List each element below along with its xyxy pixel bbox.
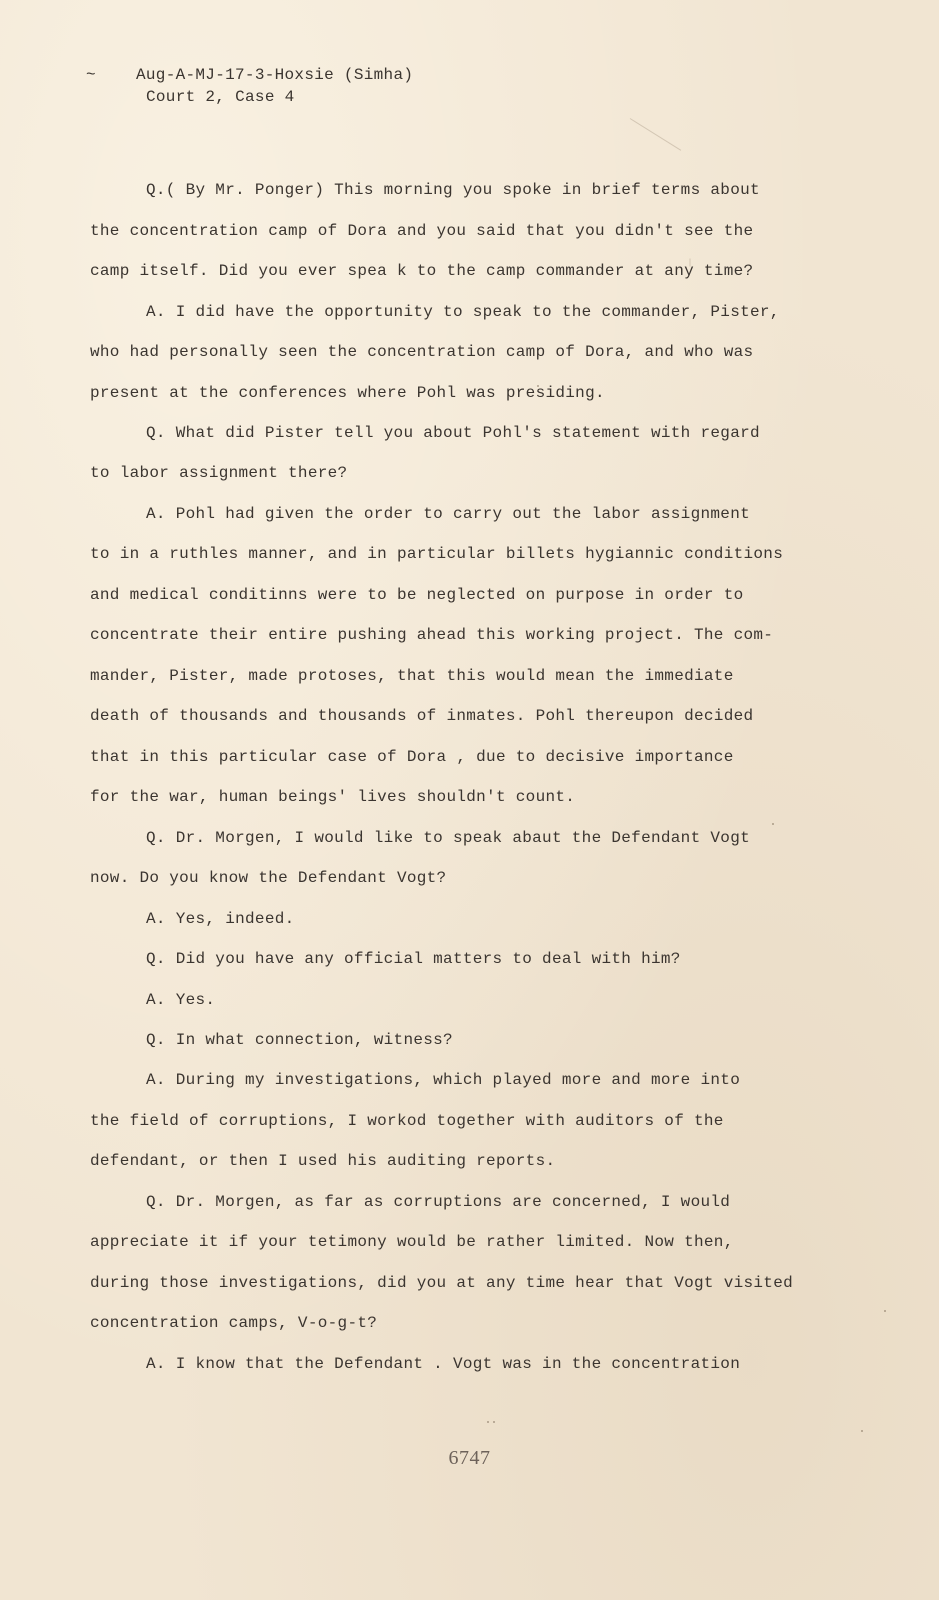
transcript-line: death of thousands and thousands of inmates. Pohl thereupon decided: [90, 707, 754, 725]
transcript-line: to labor assignment there?: [90, 464, 348, 482]
transcript-line: A. Pohl had given the order to carry out the labor assignment: [146, 505, 750, 523]
transcript-line: for the war, human beings' lives shouldn't count.: [90, 788, 576, 806]
transcript-line: defendant, or then I used his auditing reports.: [90, 1152, 556, 1170]
page-number: 6747: [448, 1447, 491, 1469]
transcript-line: present at the conferences where Pohl was presiding.: [90, 384, 605, 402]
paper-speck: [487, 1421, 489, 1423]
transcript-line: during those investigations, did you at any time hear that Vogt visited: [90, 1274, 794, 1292]
transcript-line: and medical conditinns were to be neglected on purpose in order to: [90, 586, 744, 604]
transcript-line: appreciate it if your tetimony would be rather limited. Now then,: [90, 1233, 734, 1251]
transcript-line: Q.( By Mr. Ponger) This morning you spoke in brief terms about: [146, 181, 760, 199]
header-mark: ~: [86, 66, 96, 84]
paper-speck: [884, 1310, 886, 1312]
transcript-line: A. I know that the Defendant . Vogt was in the concentration: [146, 1355, 741, 1373]
transcript-line: Q. In what connection, witness?: [146, 1031, 453, 1049]
transcript-line: now. Do you know the Defendant Vogt?: [90, 869, 447, 887]
header-court-case: Court 2, Case 4: [146, 88, 295, 106]
transcript-line: mander, Pister, made protoses, that this would mean the immediate: [90, 667, 734, 685]
transcript-line: A. Yes, indeed.: [146, 910, 295, 928]
paper-speck: [861, 1430, 863, 1432]
paper-scratch: [690, 259, 691, 267]
transcript-line: that in this particular case of Dora , due to decisive importance: [90, 748, 734, 766]
transcript-line: A. During my investigations, which played more and more into: [146, 1071, 741, 1089]
paper-speck: [772, 823, 774, 825]
header-reference: Aug-A-MJ-17-3-Hoxsie (Simha): [136, 66, 414, 84]
transcript-line: to in a ruthles manner, and in particular billets hygiannic conditions: [90, 545, 784, 563]
transcript-line: concentration camps, V-o-g-t?: [90, 1314, 378, 1332]
transcript-line: Q. Dr. Morgen, I would like to speak abaut the Defendant Vogt: [146, 829, 750, 847]
transcript-line: concentrate their entire pushing ahead this working project. The com-: [90, 626, 774, 644]
transcript-line: A. I did have the opportunity to speak to the commander, Pister,: [146, 303, 780, 321]
paper-speck: [493, 1421, 495, 1423]
transcript-line: Q. Dr. Morgen, as far as corruptions are concerned, I would: [146, 1193, 731, 1211]
transcript-line: who had personally seen the concentration camp of Dora, and who was: [90, 343, 754, 361]
transcript-line: Q. Did you have any official matters to deal with him?: [146, 950, 681, 968]
transcript-line: the concentration camp of Dora and you said that you didn't see the: [90, 222, 754, 240]
paper-speck: [537, 385, 539, 387]
transcript-line: the field of corruptions, I workod together with auditors of the: [90, 1112, 724, 1130]
transcript-line: Q. What did Pister tell you about Pohl's statement with regard: [146, 424, 760, 442]
transcript-line: A. Yes.: [146, 991, 216, 1009]
transcript-line: camp itself. Did you ever spea k to the camp commander at any time?: [90, 262, 754, 280]
